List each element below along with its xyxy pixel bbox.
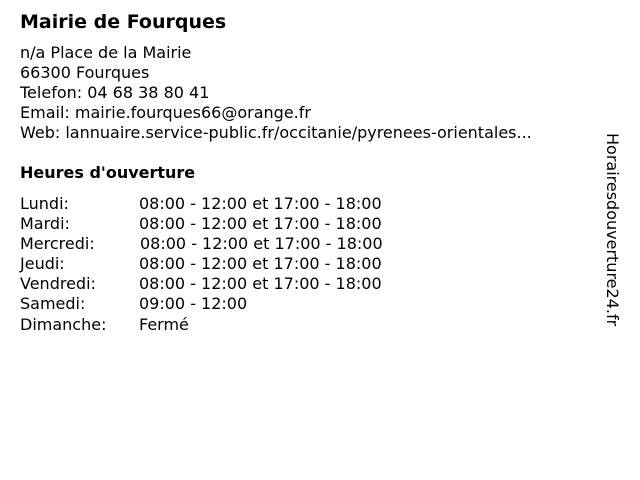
website-link: Web: lannuaire.service-public.fr/occitanie/pyrenees-orientales...	[20, 123, 532, 142]
time-range: 09:00 - 12:00	[139, 294, 248, 314]
time-range: 08:00 - 12:00 et 17:00 - 18:00	[140, 234, 383, 254]
street-address: n/a Place de la Mairie	[20, 43, 192, 62]
day-label: Dimanche:	[20, 314, 107, 334]
day-label: Mardi:	[20, 214, 70, 234]
hours-heading: Heures d'ouverture	[20, 163, 196, 182]
time-range: 08:00 - 12:00 et 17:00 - 18:00	[139, 274, 382, 294]
email-address: Email: mairie.fourques66@orange.fr	[20, 103, 311, 122]
day-label: Samedi:	[20, 294, 86, 314]
day-label: Jeudi:	[20, 254, 65, 274]
time-range: 08:00 - 12:00 et 17:00 - 18:00	[139, 254, 382, 274]
day-label: Vendredi:	[20, 274, 96, 294]
postal-city: 66300 Fourques	[20, 63, 150, 82]
day-label: Lundi:	[20, 194, 69, 213]
phone-number: Telefon: 04 68 38 80 41	[20, 83, 210, 102]
page-title: Mairie de Fourques	[20, 11, 227, 33]
day-label: Mercredi:	[20, 234, 95, 254]
time-range: 08:00 - 12:00 et 17:00 - 18:00	[139, 194, 382, 213]
time-range: 08:00 - 12:00 et 17:00 - 18:00	[139, 214, 382, 234]
site-watermark: Horairesdouverture24.fr	[603, 133, 622, 327]
time-range: Fermé	[139, 314, 189, 334]
address-block	[20, 43, 532, 143]
